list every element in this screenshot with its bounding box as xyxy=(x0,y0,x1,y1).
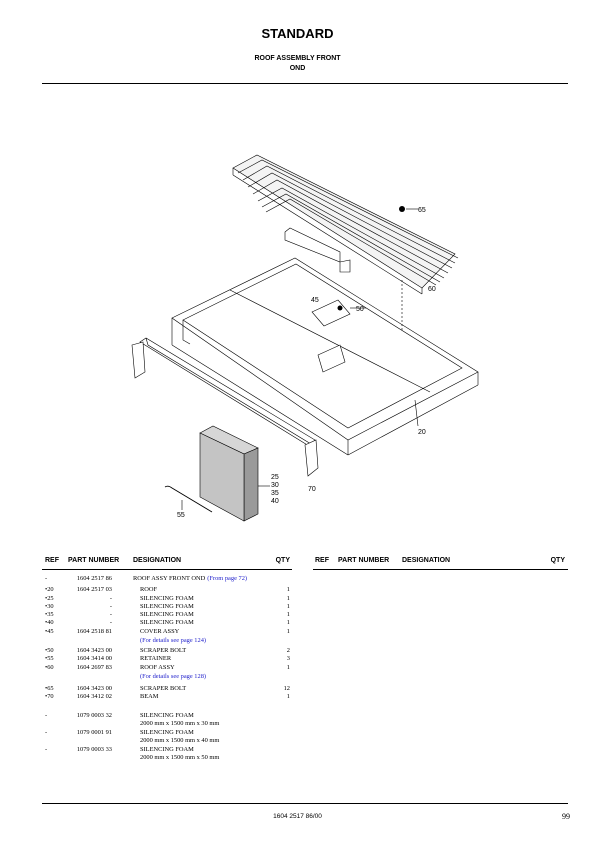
col-header-ref-right: REF xyxy=(315,557,329,564)
row-designation xyxy=(140,729,194,736)
row-part-number: 1604 3412 02 xyxy=(76,693,112,700)
row-qty: 12 xyxy=(283,685,290,692)
row-qty: 1 xyxy=(286,603,290,610)
row-designation-text: SILENCING FOAM xyxy=(140,712,194,719)
row-designation-text: SILENCING FOAM xyxy=(140,619,194,626)
row-designation-text: 2000 mm x 1500 mm x 30 mm xyxy=(140,720,220,727)
row-part-number: 1079 0003 33 xyxy=(76,746,112,753)
page-reference-link[interactable]: (For details see page 124) xyxy=(140,637,207,644)
row-part-number: 1604 2517 86 xyxy=(76,575,112,582)
col-header-part-number-right: PART NUMBER xyxy=(338,557,390,564)
col-header-designation: DESIGNATION xyxy=(133,557,182,564)
callout-50: 50 xyxy=(356,306,364,313)
silencing-foam-block xyxy=(200,426,258,521)
row-designation-text: SILENCING FOAM xyxy=(140,746,194,753)
table-header-rule-right xyxy=(313,569,568,570)
row-designation xyxy=(140,685,186,692)
row-designation xyxy=(140,595,194,602)
row-ref: •55 xyxy=(45,655,54,662)
page-reference-link[interactable]: (From page 72) xyxy=(207,575,248,582)
row-designation xyxy=(140,754,219,761)
exploded-view-diagram xyxy=(0,150,595,530)
row-designation-text: ROOF ASSY FRONT OND xyxy=(133,575,206,582)
callout-65: 65 xyxy=(418,207,426,214)
row-qty: 1 xyxy=(286,628,290,635)
row-part-number: 1604 2518 81 xyxy=(76,628,112,635)
page-reference-link[interactable]: (For details see page 128) xyxy=(140,673,207,680)
row-ref: - xyxy=(45,729,48,736)
row-designation xyxy=(140,693,158,700)
callout-35: 35 xyxy=(271,490,279,497)
row-designation xyxy=(140,720,219,727)
row-designation xyxy=(140,611,194,618)
row-designation xyxy=(140,619,194,626)
row-ref: •65 xyxy=(45,685,54,692)
row-designation-text: 2000 mm x 1500 mm x 40 mm xyxy=(140,737,220,744)
row-qty: 2 xyxy=(286,647,290,654)
callout-30: 30 xyxy=(271,482,279,489)
row-designation xyxy=(140,712,194,719)
row-designation-text: ROOF xyxy=(140,586,158,593)
table-row xyxy=(0,673,300,683)
callout-45: 45 xyxy=(311,297,319,304)
assembly-title: ROOF ASSEMBLY FRONT xyxy=(254,55,341,62)
row-part-number: 1079 0003 32 xyxy=(76,712,112,719)
row-part-number: - xyxy=(109,619,112,626)
row-ref: •35 xyxy=(45,611,54,618)
row-designation-text: SILENCING FOAM xyxy=(140,603,194,610)
row-ref: •70 xyxy=(45,693,54,700)
row-part-number: - xyxy=(109,595,112,602)
col-header-designation-right: DESIGNATION xyxy=(402,557,451,564)
row-ref: •40 xyxy=(45,619,54,626)
row-designation-text: RETAINER xyxy=(140,655,172,662)
row-designation-text: ROOF ASSY xyxy=(140,664,175,671)
row-ref: - xyxy=(45,575,48,582)
col-header-qty: QTY xyxy=(275,557,290,564)
table-row xyxy=(0,754,300,764)
row-part-number: 1604 3414 00 xyxy=(76,655,112,662)
row-ref: •45 xyxy=(45,628,54,635)
row-part-number: 1604 3423 00 xyxy=(76,685,112,692)
table-header-rule xyxy=(42,569,292,570)
row-ref: •50 xyxy=(45,647,54,654)
row-qty: 1 xyxy=(286,586,290,593)
callout-40: 40 xyxy=(271,498,279,505)
row-ref: •25 xyxy=(45,595,54,602)
row-ref: •20 xyxy=(45,586,54,593)
row-part-number: 1604 2697 83 xyxy=(76,664,112,671)
col-header-part-number: PART NUMBER xyxy=(68,557,120,564)
callout-55: 55 xyxy=(177,512,185,519)
row-qty: 1 xyxy=(286,611,290,618)
row-designation xyxy=(140,673,206,680)
row-designation-text: SCRAPER BOLT xyxy=(140,685,187,692)
row-ref: •30 xyxy=(45,603,54,610)
row-designation-text: SILENCING FOAM xyxy=(140,729,194,736)
table-row xyxy=(0,693,300,703)
row-ref: •60 xyxy=(45,664,54,671)
callout-25: 25 xyxy=(271,474,279,481)
row-designation xyxy=(140,628,179,635)
callout-60: 60 xyxy=(428,286,436,293)
footer-rule xyxy=(42,803,568,804)
row-designation xyxy=(140,746,194,753)
row-part-number: 1079 0001 91 xyxy=(76,729,112,736)
col-header-qty-right: QTY xyxy=(550,557,565,564)
row-designation-text: SCRAPER BOLT xyxy=(140,647,187,654)
row-designation xyxy=(140,586,157,593)
table-row xyxy=(0,637,300,647)
row-part-number: 1604 3423 00 xyxy=(76,647,112,654)
page-title: STANDARD xyxy=(261,26,334,41)
page-number: 99 xyxy=(562,812,570,821)
row-designation-text: COVER ASSY xyxy=(140,628,180,635)
row-part-number: - xyxy=(109,611,112,618)
row-designation-text: SILENCING FOAM xyxy=(140,611,194,618)
row-part-number: - xyxy=(109,603,112,610)
row-designation xyxy=(140,655,171,662)
assembly-variant: OND xyxy=(289,65,306,72)
row-qty: 1 xyxy=(286,693,290,700)
table-row xyxy=(0,575,300,585)
row-designation-text: SILENCING FOAM xyxy=(140,595,194,602)
row-designation xyxy=(140,637,206,644)
row-designation xyxy=(140,737,219,744)
col-header-ref: REF xyxy=(45,557,59,564)
row-designation xyxy=(140,647,186,654)
row-qty: 1 xyxy=(286,595,290,602)
row-qty: 1 xyxy=(286,619,290,626)
row-ref: - xyxy=(45,746,48,753)
row-designation-text: BEAM xyxy=(140,693,159,700)
row-designation xyxy=(140,603,194,610)
callout-70: 70 xyxy=(308,486,316,493)
row-part-number: 1604 2517 03 xyxy=(76,586,112,593)
row-designation xyxy=(133,575,247,582)
row-ref: - xyxy=(45,712,48,719)
header-rule xyxy=(42,83,568,84)
row-qty: 3 xyxy=(286,655,290,662)
document-number: 1604 2517 86/00 xyxy=(273,813,322,820)
row-qty: 1 xyxy=(286,664,290,671)
row-designation-text: 2000 mm x 1500 mm x 50 mm xyxy=(140,754,220,761)
row-designation xyxy=(140,664,175,671)
callout-20: 20 xyxy=(418,429,426,436)
